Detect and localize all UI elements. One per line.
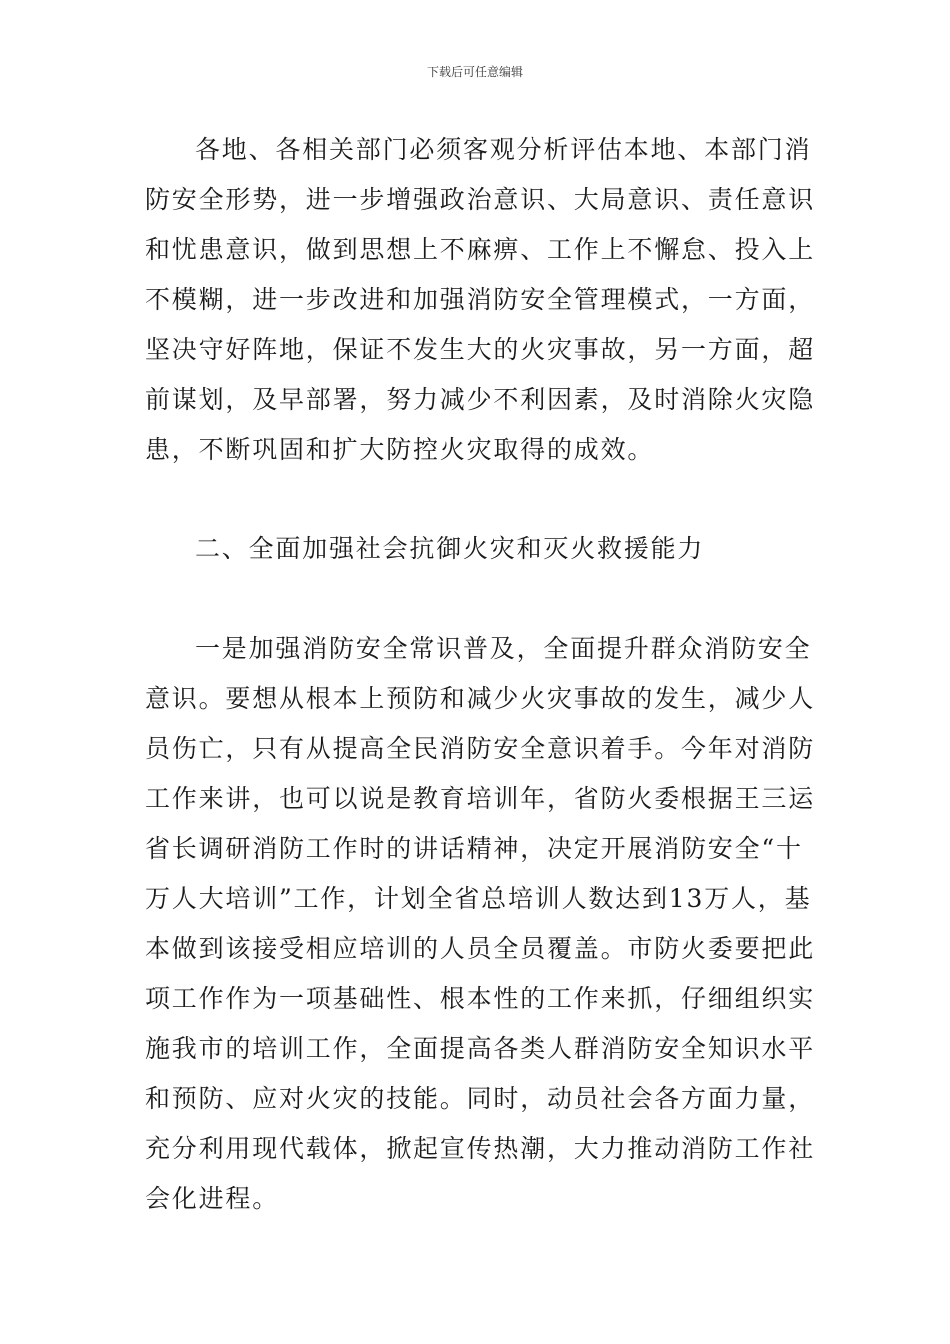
section-heading: [145, 524, 807, 574]
page-header: 下载后可任意编辑: [426, 65, 523, 79]
text-line: 坚决守好阵地，保证不发生大的火灾事故，另一方面，超: [145, 335, 816, 364]
text-line: 充分利用现代载体，掀起宣传热潮，大力推动消防工作社: [145, 1134, 816, 1163]
text-line: 本做到该接受相应培训的人员全员覆盖。市防火委要把此: [145, 934, 816, 963]
text-line: 工作来讲，也可以说是教育培训年，省防火委根据王三运: [145, 784, 816, 813]
section-heading-text: 二、全面加强社会抗御火灾和灭火救援能力: [195, 534, 705, 563]
text-line: 各地、各相关部门必须客观分析评估本地、本部门消: [195, 135, 812, 164]
text-line: 不模糊，进一步改进和加强消防安全管理模式，一方面，: [145, 285, 816, 314]
text-line: 省长调研消防工作时的讲话精神，决定开展消防安全“十: [145, 834, 803, 863]
text-line: 一是加强消防安全常识普及，全面提升群众消防安全: [195, 634, 812, 663]
paragraph-fire-safety-situation: [145, 125, 816, 475]
text-line: 和预防、应对火灾的技能。同时，动员社会各方面力量，: [145, 1084, 816, 1113]
text-line: 防安全形势，进一步增强政治意识、大局意识、责任意识: [145, 185, 816, 214]
text-line: 施我市的培训工作，全面提高各类人群消防安全知识水平: [145, 1034, 816, 1063]
text-line: 员伤亡，只有从提高全民消防安全意识着手。今年对消防: [145, 734, 816, 763]
text-line: 和忧患意识，做到思想上不麻痹、工作上不懈怠、投入上: [145, 235, 816, 264]
text-line: 前谋划，及早部署，努力减少不利因素，及时消除火灾隐: [145, 385, 816, 414]
text-line: 患，不断巩固和扩大防控火灾取得的成效。: [145, 435, 655, 464]
text-line: 会化进程。: [145, 1184, 280, 1213]
text-line: 项工作作为一项基础性、根本性的工作来抓，仔细组织实: [145, 984, 816, 1013]
paragraph-safety-education: [145, 624, 816, 1224]
text-line: 万人大培训”工作，计划全省总培训人数达到13万人，基: [145, 884, 812, 913]
text-line: 意识。要想从根本上预防和减少火灾事故的发生，减少人: [145, 684, 816, 713]
